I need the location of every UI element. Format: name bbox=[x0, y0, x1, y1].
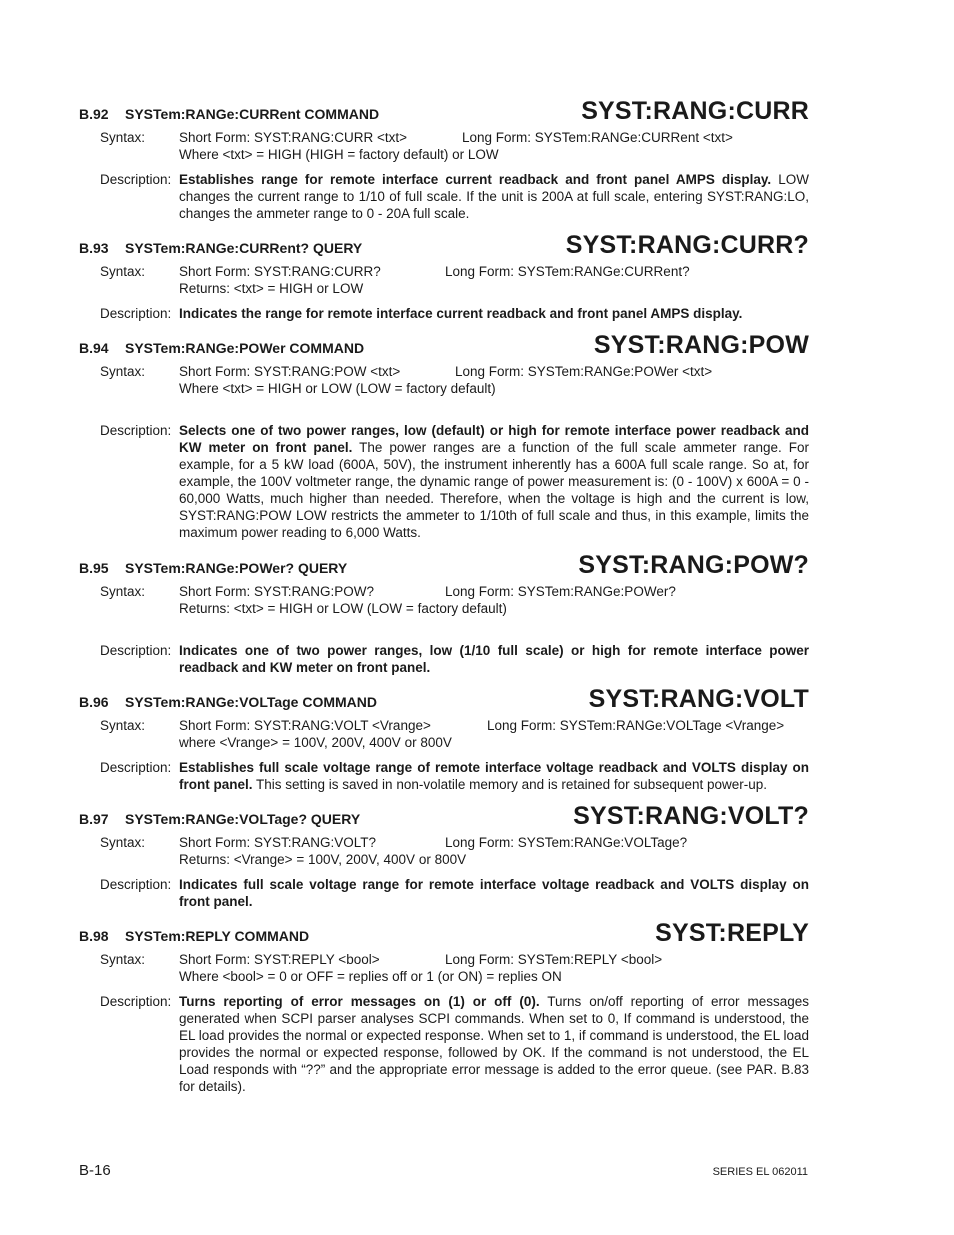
long-form: Long Form: SYSTem:RANGe:POWer? bbox=[445, 584, 676, 599]
description-block bbox=[79, 422, 809, 541]
syntax-detail: Where <bool> = 0 or OFF = replies off or 1 (or ON) = replies ON bbox=[179, 969, 562, 984]
section-heading bbox=[79, 552, 809, 580]
section-title: SYSTem:RANGe:VOLTage COMMAND bbox=[125, 694, 378, 710]
section-number: B.95 bbox=[79, 560, 109, 576]
page-number: B-16 bbox=[79, 1162, 111, 1179]
section-title: SYSTem:REPLY COMMAND bbox=[125, 928, 310, 944]
syntax-label: Syntax: bbox=[100, 835, 146, 850]
command-mnemonic: SYST:RANG:POW? bbox=[578, 551, 809, 579]
description-block bbox=[79, 305, 809, 322]
syntax-block bbox=[79, 717, 809, 751]
syntax-label: Syntax: bbox=[100, 364, 146, 379]
section-number: B.98 bbox=[79, 928, 109, 944]
description-label: Description: bbox=[100, 423, 172, 438]
section-heading bbox=[79, 232, 809, 260]
description-label: Description: bbox=[100, 994, 172, 1009]
long-form: Long Form: SYSTem:RANGe:VOLTage <Vrange> bbox=[487, 718, 785, 733]
syntax-label: Syntax: bbox=[100, 130, 146, 145]
section-heading bbox=[79, 920, 809, 948]
short-form: Short Form: SYST:RANG:VOLT? bbox=[179, 835, 377, 850]
section-b98 bbox=[79, 920, 809, 1095]
description-bold: Selects one of two power ranges, low (default) or high for remote interface power readback and KW meter on front panel. bbox=[179, 423, 809, 455]
section-b92 bbox=[79, 98, 809, 222]
section-b96 bbox=[79, 686, 809, 793]
syntax-detail: where <Vrange> = 100V, 200V, 400V or 800V bbox=[179, 735, 452, 750]
syntax-detail: Where <txt> = HIGH or LOW (LOW = factory default) bbox=[179, 381, 496, 396]
description-block bbox=[79, 993, 809, 1095]
description-text: LOW changes the current range to 1/10 of full scale. If the unit is 200A at full scale, entering SYST:RANG:LO, changes the ammeter range to 0 - 20A full scale. bbox=[179, 172, 809, 221]
short-form: Short Form: SYST:RANG:CURR? bbox=[179, 264, 381, 279]
description-block bbox=[79, 876, 809, 910]
section-b93 bbox=[79, 232, 809, 322]
section-number: B.93 bbox=[79, 240, 109, 256]
section-title: SYSTem:RANGe:VOLTage? QUERY bbox=[125, 811, 361, 827]
description-block bbox=[79, 642, 809, 676]
description-block bbox=[79, 759, 809, 793]
syntax-label: Syntax: bbox=[100, 952, 146, 967]
section-title: SYSTem:RANGe:POWer COMMAND bbox=[125, 340, 365, 356]
command-mnemonic: SYST:REPLY bbox=[655, 919, 809, 947]
syntax-block bbox=[79, 129, 809, 163]
description-bold: Establishes range for remote interface current readback and front panel AMPS display. bbox=[179, 172, 772, 187]
section-number: B.97 bbox=[79, 811, 109, 827]
short-form: Short Form: SYST:REPLY <bool> bbox=[179, 952, 380, 967]
syntax-detail: Returns: <txt> = HIGH or LOW (LOW = factory default) bbox=[179, 601, 507, 616]
description-bold: Indicates the range for remote interface current readback and front panel AMPS display. bbox=[179, 306, 743, 321]
syntax-detail: Returns: <Vrange> = 100V, 200V, 400V or 800V bbox=[179, 852, 467, 867]
section-heading bbox=[79, 98, 809, 126]
short-form: Short Form: SYST:RANG:VOLT <Vrange> bbox=[179, 718, 431, 733]
description-bold: Indicates one of two power ranges, low (1/10 full scale) or high for remote interface power readback and KW meter on front panel. bbox=[179, 643, 809, 675]
section-number: B.94 bbox=[79, 340, 109, 356]
short-form: Short Form: SYST:RANG:CURR <txt> bbox=[179, 130, 408, 145]
syntax-label: Syntax: bbox=[100, 264, 146, 279]
section-number: B.96 bbox=[79, 694, 109, 710]
section-heading bbox=[79, 803, 809, 831]
command-mnemonic: SYST:RANG:CURR bbox=[581, 97, 809, 125]
description-bold: Establishes full scale voltage range of remote interface voltage readback and VOLTS display on front panel. bbox=[179, 760, 809, 792]
long-form: Long Form: SYSTem:RANGe:CURRent? bbox=[445, 264, 690, 279]
long-form: Long Form: SYSTem:RANGe:POWer <txt> bbox=[455, 364, 713, 379]
syntax-block bbox=[79, 263, 809, 297]
syntax-label: Syntax: bbox=[100, 584, 146, 599]
command-mnemonic: SYST:RANG:CURR? bbox=[565, 231, 809, 259]
description-label: Description: bbox=[100, 306, 172, 321]
section-b95 bbox=[79, 552, 809, 676]
long-form: Long Form: SYSTem:RANGe:VOLTage? bbox=[445, 835, 688, 850]
section-heading bbox=[79, 686, 809, 714]
syntax-detail: Returns: <txt> = HIGH or LOW bbox=[179, 281, 364, 296]
short-form: Short Form: SYST:RANG:POW? bbox=[179, 584, 375, 599]
syntax-block bbox=[79, 834, 809, 868]
description-label: Description: bbox=[100, 877, 172, 892]
syntax-label: Syntax: bbox=[100, 718, 146, 733]
long-form: Long Form: SYSTem:REPLY <bool> bbox=[445, 952, 663, 967]
section-title: SYSTem:RANGe:CURRent COMMAND bbox=[125, 106, 380, 122]
syntax-detail: Where <txt> = HIGH (HIGH = factory default) or LOW bbox=[179, 147, 499, 162]
syntax-block bbox=[79, 363, 809, 397]
description-label: Description: bbox=[100, 760, 172, 775]
section-heading bbox=[79, 332, 809, 360]
syntax-block bbox=[79, 583, 809, 617]
section-b94 bbox=[79, 332, 809, 541]
section-title: SYSTem:RANGe:POWer? QUERY bbox=[125, 560, 348, 576]
syntax-block bbox=[79, 951, 809, 985]
section-number: B.92 bbox=[79, 106, 109, 122]
section-b97 bbox=[79, 803, 809, 910]
description-text: Turns on/off reporting of error messages generated when SCPI parser analyses SCPI commands. When set to 0, If command is understood, the EL load provides the normal or expected response. When set to 1, if command is understood, the EL load provides the normal or expected response, followed by OK. If the command is not understood, the EL Load responds with “??” and the appropriate error message is added to the error queue. (see PAR. B.83 for details). bbox=[179, 994, 809, 1094]
command-mnemonic: SYST:RANG:POW bbox=[593, 331, 809, 359]
description-block bbox=[79, 171, 809, 222]
description-text: The power ranges are a function of the full scale ammeter range. For example, for a 5 kW load (600A, 50V), the instrument inherently has a 600A full scale range. So at, for example, the 100V voltmeter range, the dynamic range of power measurement is: (0 - 100V) x 600A = 0 - 60,000 Watts, much higher than needed. Therefore, when the voltage is high and the current is low, SYST:RANG:POW LOW restricts the ammeter to 1/10th of full scale and thus, in this example, limits the maximum power reading to 6,000 Watts. bbox=[179, 440, 809, 540]
description-label: Description: bbox=[100, 172, 172, 187]
description-bold: Indicates full scale voltage range for remote interface voltage readback and VOLTS display on front panel. bbox=[179, 877, 809, 909]
description-bold: Turns reporting of error messages on (1) or off (0). bbox=[179, 994, 540, 1009]
description-label: Description: bbox=[100, 643, 172, 658]
long-form: Long Form: SYSTem:RANGe:CURRent <txt> bbox=[462, 130, 733, 145]
description-text: This setting is saved in non-volatile memory and is retained for subsequent power-up. bbox=[252, 777, 768, 792]
command-mnemonic: SYST:RANG:VOLT? bbox=[573, 802, 809, 830]
command-mnemonic: SYST:RANG:VOLT bbox=[588, 685, 809, 713]
short-form: Short Form: SYST:RANG:POW <txt> bbox=[179, 364, 401, 379]
section-title: SYSTem:RANGe:CURRent? QUERY bbox=[125, 240, 363, 256]
series-label: SERIES EL 062011 bbox=[712, 1166, 808, 1178]
